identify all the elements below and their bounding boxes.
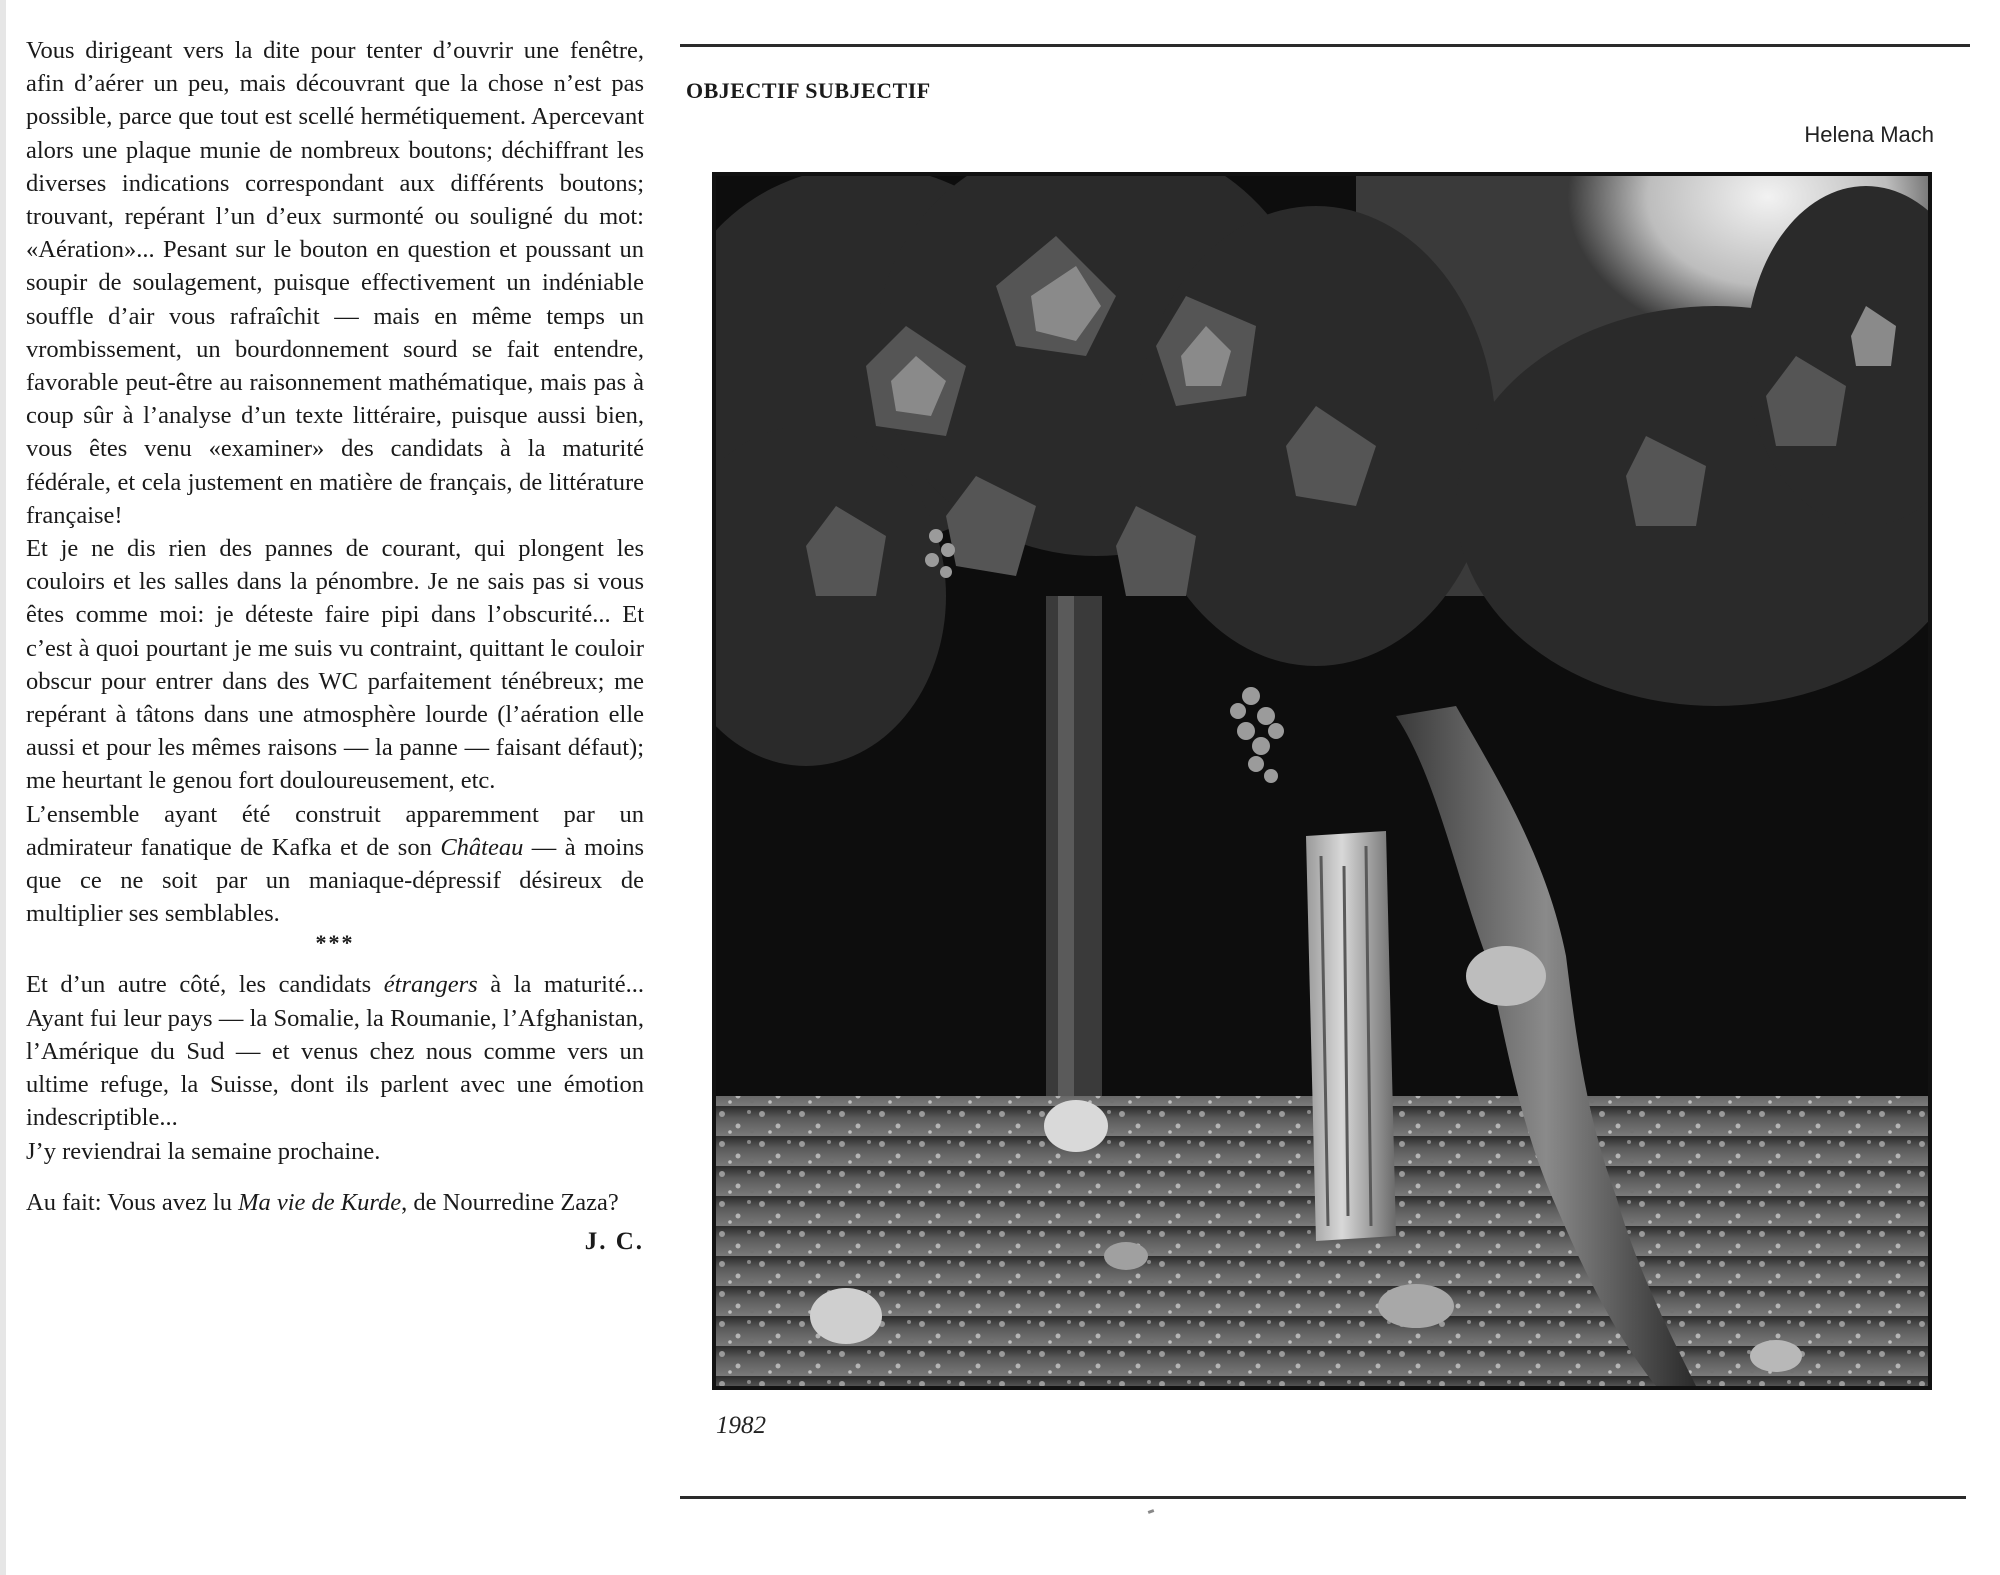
paragraph-6-text-a: Au fait: Vous avez lu [26,1188,239,1216]
article-column [26,34,644,1258]
paragraph-4-text-b: à la maturité... Ayant fui leur pays — la Somalie, la Roumanie, l’Afghanistan, l’Amérique du Sud — et venus chez nous comme vers un ultime refuge, la Suisse, dont ils parlent avec une émotion indescriptible... [26,971,644,1132]
print-speck [1148,1509,1155,1514]
article-paragraph-3 [26,798,644,931]
article-paragraph-6 [26,1186,644,1219]
vineyard-photo-illustration [716,176,1928,1386]
book-title: Ma vie de Kurde [238,1188,402,1216]
article-paragraph-4 [26,968,644,1134]
bottom-rule [680,1496,1966,1499]
paragraph-3-text-a: L’ensemble ayant été construit apparemment par un admirateur fanatique de Kafka et de son [26,800,644,861]
page-left-edge [0,0,6,1575]
section-title: OBJECTIF SUBJECTIF [686,78,931,103]
article-paragraph-1: Vous dirigeant vers la dite pour tenter d’ouvrir une fenêtre, afin d’aérer un peu, mais découvrant que la chose n’est pas possible, parce que tout est scellé hermétiquement. Apercevant alors une plaque munie de nombreux boutons; déchiffrant les diverses indications correspondant aux différents boutons; trouvant, repérant l’un d’eux surmonté ou souligné du mot: «Aération»... Pesant sur le bouton en question et poussant un soupir de soulagement, puisque effectivement un indéniable souffle d’air vous rafraîchit — mais en même temps un vrombissement, un bourdonnement sourd se fait entendre, favorable peut-être au raisonnement mathématique, mais pas à coup sûr à l’analyse d’un texte littéraire, puisque aussi bien, vous êtes venu «examiner» des candidats à la maturité fédérale, et cela justement en matière de français, de littérature française! [26,37,644,529]
author-signature: J. C. [584,1227,644,1255]
top-rule [680,44,1970,47]
section-separator: *** [315,930,355,956]
etrangers-emphasis: étrangers [383,971,478,999]
article-paragraph-5: J’y reviendrai la semaine prochaine. [26,1137,381,1165]
paragraph-4-text-a: Et d’un autre côté, les candidats [26,971,384,999]
paragraph-3-text-b: — à moins que ce ne soit par un maniaque-dépressif désireux de multiplier ses semblables. [26,833,644,928]
vineyard-photo [712,172,1932,1390]
photographer-credit: Helena Mach [1804,122,1934,147]
paragraph-6-text-b: , de Nourredine Zaza? [401,1188,619,1216]
article-paragraph-2: Et je ne dis rien des pannes de courant, qui plongent les couloirs et les salles dans la pénombre. Je ne sais pas si vous êtes comme moi: je déteste faire pipi dans l’obscurité... Et c’est à quoi pourtant je me suis vu contraint, quittant le couloir obscur pour entrer dans des WC parfaitement ténébreux; me repérant à tâtons dans une atmosphère lourde (l’aération elle aussi et pour les mêmes raisons — la panne — faisant défaut); me heurtant le genou fort douloureusement, etc. [26,535,644,795]
photo-caption-year: 1982 [716,1412,766,1439]
paragraph-gap [26,1168,644,1186]
chateau-title: Château [440,833,524,861]
